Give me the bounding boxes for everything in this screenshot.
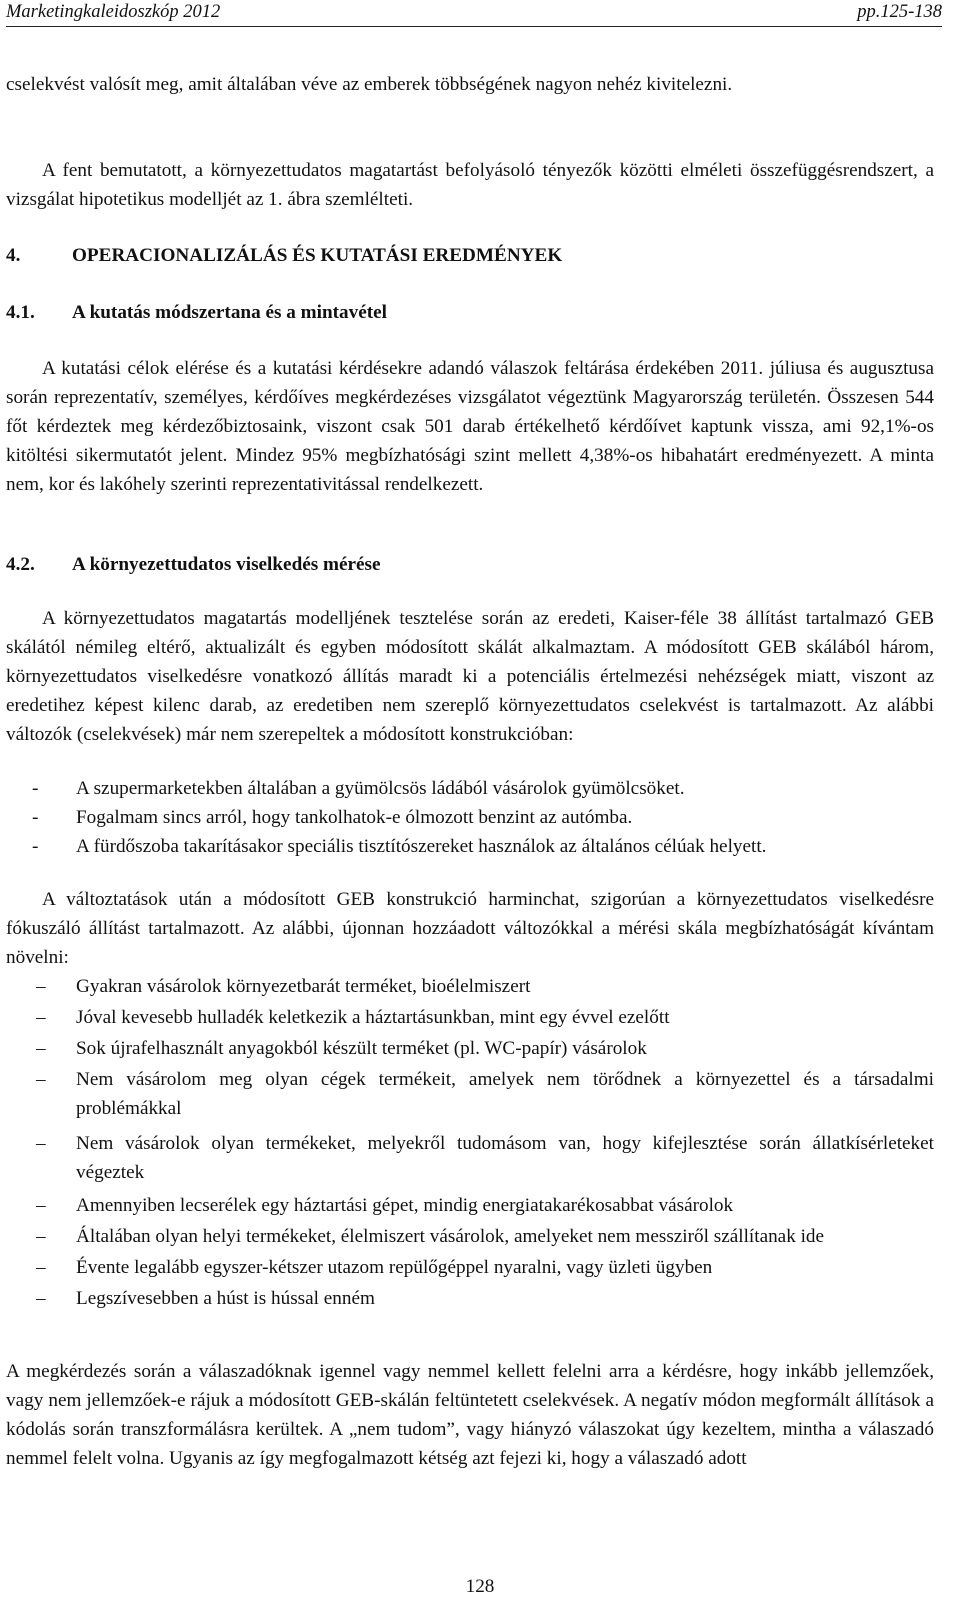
list-item: – Legszívesebben a húst is hússal enném [6,1284,934,1313]
journal-title: Marketingkaleidoszkóp 2012 [6,2,221,22]
list-marker: - [32,807,39,828]
removed-items-list [6,774,934,861]
page-number: 128 [465,1576,495,1597]
list-marker: – [36,1226,46,1247]
list-item: – Nem vásárolok olyan termékeket, melyekről tudomásom van, hogy kifejlesztése során állatkísérleteket végeztek [6,1129,934,1187]
section-title: A környezettudatos viselkedés mérése [72,554,381,575]
section-title: OPERACIONALIZÁLÁS ÉS KUTATÁSI EREDMÉNYEK [72,245,563,266]
list-item: – Nem vásárolom meg olyan cégek termékeit, amelyek nem törődnek a környezettel és a társadalmi problémákkal [6,1065,934,1123]
list-item: – Évente legalább egyszer-kétszer utazom repülőgéppel nyaralni, vagy üzleti ügyben [6,1253,934,1282]
running-header [6,0,942,27]
list-marker: - [32,836,39,857]
list-item: – Amennyiben lecserélek egy háztartási gépet, mindig energiatakarékosabbat vásárolok [6,1191,934,1220]
list-item: – Sok újrafelhasznált anyagokból készült terméket (pl. WC-papír) vásárolok [6,1034,934,1063]
list-marker: – [36,1195,46,1216]
list-marker: - [32,778,39,799]
section-heading-4-1 [6,298,934,327]
section-heading-4-2 [6,550,934,579]
paragraph-geb-scale: A környezettudatos magatartás modelljének tesztelése során az eredeti, Kaiser-féle 38 állítást tartalmazó GEB skálától némileg eltérő, aktualizált és egyben módosított skálát alkalmaztam. A módosított GEB skálából három, környezettudatos viselkedésre vonatkozó állítás maradt ki a potenciális értelmezési nehézségek miatt, viszont az eredetihez képest kilenc darab, az eredetiben nem szereplő környezettudatos cselekvést is tartalmazott. Az alábbi változók (cselekvések) már nem szerepeltek a módosított konstrukcióban: [6,608,934,745]
paragraph-modifications: A változtatások után a módosított GEB konstrukció harminchat, szigorúan a környezettudatos viselkedésre fókuszáló állítást tartalmazott. Az alábbi, újonnan hozzáadott változókkal a mérési skála megbízhatóságát kívántam növelni: [6,889,934,968]
list-marker: – [36,1069,46,1090]
paragraph-continuation: cselekvést valósít meg, amit általában véve az emberek többségének nagyon nehéz kivitelezni. [6,74,733,95]
page-range: pp.125-138 [857,2,942,22]
section-number: 4. [6,245,21,266]
section-number: 4.2. [6,554,35,575]
list-marker: – [36,1133,46,1154]
list-item: – Jóval kevesebb hulladék keletkezik a háztartásunkban, mint egy évvel ezelőtt [6,1003,934,1032]
list-marker: – [36,1288,46,1309]
paragraph-model-intro: A fent bemutatott, a környezettudatos magatartást befolyásoló tényezők közötti elméleti összefüggésrendszert, a vizsgálat hipotetikus modelljét az 1. ábra szemlélteti. [6,160,934,210]
paragraph-methodology: A kutatási célok elérése és a kutatási kérdésekre adandó válaszok feltárása érdekében 2011. júliusa és augusztusa során reprezentatív, személyes, kérdőíves megkérdezéses vizsgálatot végeztünk Magyarország területén. Összesen 544 főt kérdeztek meg kérdezőbiztosaink, viszont csak 501 darab értékelhető kérdőívet kaptunk vissza, ami 92,1%-os kitöltési sikermutatót jelent. Mindez 95% megbízhatósági szint mellett 4,38%-os hibahatárt eredményezett. A minta nem, kor és lakóhely szerinti reprezentativitással rendelkezett. [6,358,934,495]
section-heading-4 [6,241,934,270]
list-item: - A szupermarketekben általában a gyümölcsös ládából vásárolok gyümölcsöket. [6,774,934,803]
list-marker: – [36,976,46,997]
list-item: - Fogalmam sincs arról, hogy tankolhatok-e ólmozott benzint az autómba. [6,803,934,832]
section-number: 4.1. [6,302,35,323]
list-item: – Általában olyan helyi termékeket, élelmiszert vásárolok, amelyeket nem messziről szállítanak ide [6,1222,934,1251]
list-marker: – [36,1257,46,1278]
list-item: – Gyakran vásárolok környezetbarát terméket, bioélelmiszert [6,972,934,1001]
added-items-list [6,972,934,1313]
list-marker: – [36,1007,46,1028]
paragraph-coding: A megkérdezés során a válaszadóknak igennel vagy nemmel kellett felelni arra a kérdésre, hogy inkább jellemzőek, vagy nem jellemzőek-e rájuk a módosított GEB-skálán feltüntetett cselekvések. A negatív módon megformált állítások a kódolás során transzformálásra kerültek. A „nem tudom”, vagy hiányzó válaszokat úgy kezeltem, mintha a válaszadó nemmel felelt volna. Ugyanis az így megfogalmazott kétség azt fejezi ki, hogy a válaszadó adott [6,1361,934,1469]
list-item: - A fürdőszoba takarításakor speciális tisztítószereket használok az általános célúak helyett. [6,832,934,861]
section-title: A kutatás módszertana és a mintavétel [72,302,387,323]
list-marker: – [36,1038,46,1059]
